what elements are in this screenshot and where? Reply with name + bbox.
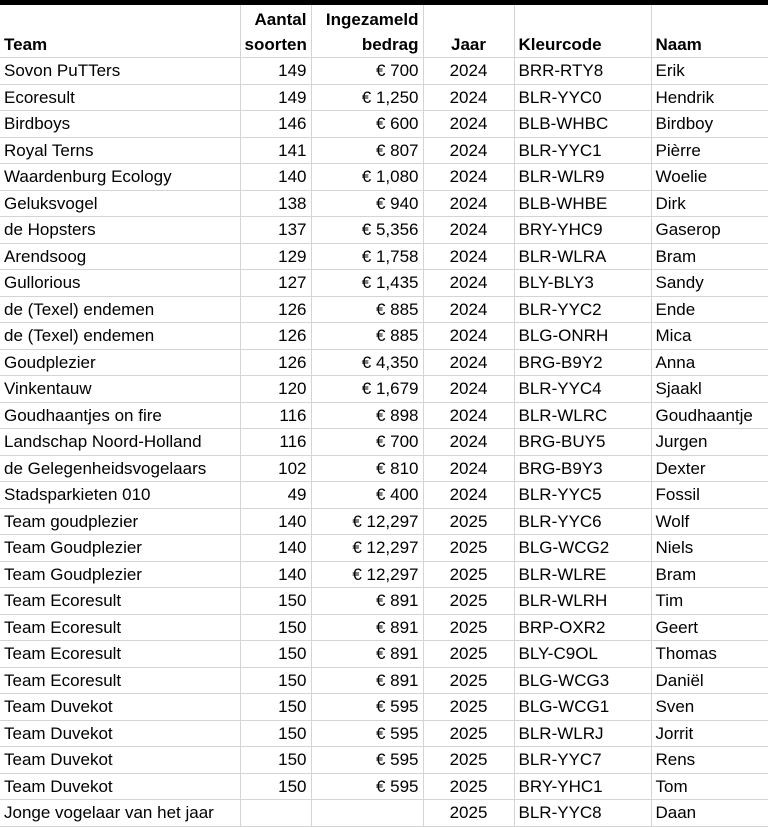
cell-aantal-soorten[interactable]: 126: [240, 323, 311, 350]
cell-jaar[interactable]: 2024: [423, 243, 514, 270]
cell-ingezameld-bedrag[interactable]: € 807: [311, 137, 423, 164]
cell-aantal-soorten[interactable]: 140: [240, 561, 311, 588]
cell-aantal-soorten[interactable]: 150: [240, 720, 311, 747]
cell-jaar[interactable]: 2025: [423, 614, 514, 641]
cell-jaar[interactable]: 2024: [423, 296, 514, 323]
cell-naam[interactable]: Hendrik: [651, 84, 768, 111]
cell-ingezameld-bedrag[interactable]: € 1,080: [311, 164, 423, 191]
cell-jaar[interactable]: 2024: [423, 429, 514, 456]
cell-kleurcode[interactable]: BLG-WCG2: [514, 535, 651, 562]
cell-ingezameld-bedrag[interactable]: € 595: [311, 694, 423, 721]
cell-aantal-soorten[interactable]: 120: [240, 376, 311, 403]
cell-naam[interactable]: Thomas: [651, 641, 768, 668]
cell-naam[interactable]: Birdboy: [651, 111, 768, 138]
cell-aantal-soorten[interactable]: [240, 800, 311, 827]
cell-team[interactable]: Waardenburg Ecology: [0, 164, 240, 191]
cell-jaar[interactable]: 2025: [423, 641, 514, 668]
table-row: [0, 270, 768, 297]
cell-kleurcode[interactable]: BRG-B9Y2: [514, 349, 651, 376]
cell-ingezameld-bedrag[interactable]: € 898: [311, 402, 423, 429]
cell-jaar[interactable]: 2024: [423, 376, 514, 403]
cell-naam[interactable]: Anna: [651, 349, 768, 376]
header-aantal-soorten-line1: Aantal: [254, 10, 307, 29]
cell-team[interactable]: Vinkentauw: [0, 376, 240, 403]
table-row: [0, 482, 768, 509]
cell-aantal-soorten[interactable]: 150: [240, 773, 311, 800]
cell-kleurcode[interactable]: BLR-YYC6: [514, 508, 651, 535]
header-team[interactable]: Team: [0, 5, 240, 58]
cell-kleurcode[interactable]: BRP-OXR2: [514, 614, 651, 641]
cell-aantal-soorten[interactable]: 129: [240, 243, 311, 270]
header-kleurcode[interactable]: Kleurcode: [514, 5, 651, 58]
cell-aantal-soorten[interactable]: 150: [240, 641, 311, 668]
header-jaar[interactable]: Jaar: [423, 5, 514, 58]
cell-jaar[interactable]: 2024: [423, 58, 514, 85]
cell-naam[interactable]: Pièrre: [651, 137, 768, 164]
cell-aantal-soorten[interactable]: 146: [240, 111, 311, 138]
header-ingezameld-bedrag-line2: bedrag: [361, 35, 419, 54]
cell-aantal-soorten[interactable]: 140: [240, 535, 311, 562]
cell-aantal-soorten[interactable]: 126: [240, 296, 311, 323]
cell-kleurcode[interactable]: BRG-B9Y3: [514, 455, 651, 482]
cell-kleurcode[interactable]: BLB-WHBE: [514, 190, 651, 217]
cell-naam[interactable]: Jurgen: [651, 429, 768, 456]
cell-naam[interactable]: Sandy: [651, 270, 768, 297]
table-row: [0, 773, 768, 800]
cell-naam[interactable]: Niels: [651, 535, 768, 562]
cell-team[interactable]: Team Duvekot: [0, 720, 240, 747]
cell-naam[interactable]: Dirk: [651, 190, 768, 217]
cell-naam[interactable]: Geert: [651, 614, 768, 641]
cell-team[interactable]: de (Texel) endemen: [0, 296, 240, 323]
cell-ingezameld-bedrag[interactable]: € 600: [311, 111, 423, 138]
cell-ingezameld-bedrag[interactable]: € 4,350: [311, 349, 423, 376]
cell-kleurcode[interactable]: BLG-WCG3: [514, 667, 651, 694]
header-row: [0, 5, 768, 58]
cell-team[interactable]: Sovon PuTTers: [0, 58, 240, 85]
table-row: [0, 561, 768, 588]
cell-ingezameld-bedrag[interactable]: € 1,758: [311, 243, 423, 270]
cell-jaar[interactable]: 2024: [423, 190, 514, 217]
cell-kleurcode[interactable]: BLG-WCG1: [514, 694, 651, 721]
cell-kleurcode[interactable]: BRY-YHC1: [514, 773, 651, 800]
cell-ingezameld-bedrag[interactable]: € 700: [311, 58, 423, 85]
cell-naam[interactable]: Bram: [651, 561, 768, 588]
cell-team[interactable]: Stadsparkieten 010: [0, 482, 240, 509]
header-naam[interactable]: Naam: [651, 5, 768, 58]
table-row: [0, 190, 768, 217]
cell-ingezameld-bedrag[interactable]: € 1,435: [311, 270, 423, 297]
header-ingezameld-bedrag[interactable]: [311, 5, 423, 58]
cell-naam[interactable]: Daniël: [651, 667, 768, 694]
cell-aantal-soorten[interactable]: 126: [240, 349, 311, 376]
cell-jaar[interactable]: 2024: [423, 455, 514, 482]
cell-jaar[interactable]: 2025: [423, 747, 514, 774]
cell-jaar[interactable]: 2024: [423, 137, 514, 164]
cell-jaar[interactable]: 2024: [423, 164, 514, 191]
cell-ingezameld-bedrag[interactable]: € 885: [311, 323, 423, 350]
cell-team[interactable]: Team Ecoresult: [0, 588, 240, 615]
cell-aantal-soorten[interactable]: 150: [240, 667, 311, 694]
table-row: [0, 455, 768, 482]
table-row: [0, 614, 768, 641]
cell-aantal-soorten[interactable]: 150: [240, 747, 311, 774]
cell-naam[interactable]: Erik: [651, 58, 768, 85]
cell-kleurcode[interactable]: BLR-YYC2: [514, 296, 651, 323]
cell-jaar[interactable]: 2024: [423, 402, 514, 429]
cell-team[interactable]: Landschap Noord-Holland: [0, 429, 240, 456]
cell-ingezameld-bedrag[interactable]: € 12,297: [311, 508, 423, 535]
cell-team[interactable]: Team Goudplezier: [0, 561, 240, 588]
cell-team[interactable]: Royal Terns: [0, 137, 240, 164]
table-row: [0, 84, 768, 111]
cell-team[interactable]: Goudhaantjes on fire: [0, 402, 240, 429]
cell-team[interactable]: de Gelegenheidsvogelaars: [0, 455, 240, 482]
cell-team[interactable]: Team Goudplezier: [0, 535, 240, 562]
cell-ingezameld-bedrag[interactable]: € 1,679: [311, 376, 423, 403]
table-row: [0, 349, 768, 376]
cell-aantal-soorten[interactable]: 102: [240, 455, 311, 482]
header-ingezameld-bedrag-line1: Ingezameld: [325, 10, 419, 29]
cell-aantal-soorten[interactable]: 127: [240, 270, 311, 297]
cell-naam[interactable]: Sven: [651, 694, 768, 721]
cell-ingezameld-bedrag[interactable]: € 595: [311, 720, 423, 747]
table-row: [0, 111, 768, 138]
cell-team[interactable]: Team goudplezier: [0, 508, 240, 535]
cell-team[interactable]: Team Duvekot: [0, 694, 240, 721]
cell-jaar[interactable]: 2024: [423, 482, 514, 509]
cell-team[interactable]: Team Ecoresult: [0, 667, 240, 694]
cell-kleurcode[interactable]: BLR-YYC7: [514, 747, 651, 774]
cell-ingezameld-bedrag[interactable]: € 700: [311, 429, 423, 456]
cell-jaar[interactable]: 2024: [423, 111, 514, 138]
cell-team[interactable]: Birdboys: [0, 111, 240, 138]
cell-kleurcode[interactable]: BLR-WLRE: [514, 561, 651, 588]
cell-aantal-soorten[interactable]: 116: [240, 402, 311, 429]
cell-aantal-soorten[interactable]: 141: [240, 137, 311, 164]
cell-aantal-soorten[interactable]: 137: [240, 217, 311, 244]
cell-jaar[interactable]: 2024: [423, 323, 514, 350]
cell-aantal-soorten[interactable]: 140: [240, 164, 311, 191]
cell-naam[interactable]: Fossil: [651, 482, 768, 509]
table-row: [0, 217, 768, 244]
cell-naam[interactable]: Tom: [651, 773, 768, 800]
cell-aantal-soorten[interactable]: 149: [240, 58, 311, 85]
cell-aantal-soorten[interactable]: 138: [240, 190, 311, 217]
table-row: [0, 164, 768, 191]
cell-team[interactable]: Gullorious: [0, 270, 240, 297]
cell-ingezameld-bedrag[interactable]: [311, 800, 423, 827]
cell-ingezameld-bedrag[interactable]: € 400: [311, 482, 423, 509]
table-row: [0, 323, 768, 350]
cell-ingezameld-bedrag[interactable]: € 12,297: [311, 561, 423, 588]
cell-naam[interactable]: Gaserop: [651, 217, 768, 244]
cell-ingezameld-bedrag[interactable]: € 885: [311, 296, 423, 323]
cell-team[interactable]: Jonge vogelaar van het jaar: [0, 800, 240, 827]
cell-team[interactable]: de (Texel) endemen: [0, 323, 240, 350]
table-row: [0, 720, 768, 747]
cell-aantal-soorten[interactable]: 149: [240, 84, 311, 111]
cell-ingezameld-bedrag[interactable]: € 810: [311, 455, 423, 482]
cell-kleurcode[interactable]: BLY-BLY3: [514, 270, 651, 297]
cell-naam[interactable]: Jorrit: [651, 720, 768, 747]
cell-naam[interactable]: Bram: [651, 243, 768, 270]
cell-aantal-soorten[interactable]: 150: [240, 588, 311, 615]
table-row: [0, 508, 768, 535]
header-aantal-soorten-line2: soorten: [244, 35, 307, 54]
cell-naam[interactable]: Tim: [651, 588, 768, 615]
cell-team[interactable]: Geluksvogel: [0, 190, 240, 217]
cell-jaar[interactable]: 2025: [423, 508, 514, 535]
cell-naam[interactable]: Woelie: [651, 164, 768, 191]
table-row: [0, 402, 768, 429]
table-row: [0, 588, 768, 615]
cell-ingezameld-bedrag[interactable]: € 595: [311, 773, 423, 800]
cell-kleurcode[interactable]: BLR-WLR9: [514, 164, 651, 191]
cell-naam[interactable]: Mica: [651, 323, 768, 350]
cell-kleurcode[interactable]: BLY-C9OL: [514, 641, 651, 668]
cell-kleurcode[interactable]: BLR-YYC0: [514, 84, 651, 111]
cell-aantal-soorten[interactable]: 116: [240, 429, 311, 456]
cell-naam[interactable]: Dexter: [651, 455, 768, 482]
cell-jaar[interactable]: 2024: [423, 84, 514, 111]
cell-jaar[interactable]: 2024: [423, 217, 514, 244]
cell-jaar[interactable]: 2025: [423, 561, 514, 588]
cell-jaar[interactable]: 2024: [423, 349, 514, 376]
cell-ingezameld-bedrag[interactable]: € 595: [311, 747, 423, 774]
cell-kleurcode[interactable]: BRY-YHC9: [514, 217, 651, 244]
cell-ingezameld-bedrag[interactable]: € 891: [311, 614, 423, 641]
cell-team[interactable]: Team Duvekot: [0, 747, 240, 774]
cell-naam[interactable]: Wolf: [651, 508, 768, 535]
cell-aantal-soorten[interactable]: 150: [240, 694, 311, 721]
table-row: [0, 243, 768, 270]
cell-ingezameld-bedrag[interactable]: € 5,356: [311, 217, 423, 244]
cell-team[interactable]: Team Duvekot: [0, 773, 240, 800]
cell-naam[interactable]: Sjaakl: [651, 376, 768, 403]
table-row: [0, 694, 768, 721]
cell-ingezameld-bedrag[interactable]: € 891: [311, 641, 423, 668]
cell-kleurcode[interactable]: BLR-WLRA: [514, 243, 651, 270]
table-row: [0, 429, 768, 456]
cell-naam[interactable]: Daan: [651, 800, 768, 827]
cell-team[interactable]: Team Ecoresult: [0, 614, 240, 641]
table-row: [0, 800, 768, 827]
cell-naam[interactable]: Goudhaantje: [651, 402, 768, 429]
table-row: [0, 137, 768, 164]
cell-kleurcode[interactable]: BLR-YYC4: [514, 376, 651, 403]
cell-team[interactable]: Team Ecoresult: [0, 641, 240, 668]
cell-ingezameld-bedrag[interactable]: € 1,250: [311, 84, 423, 111]
cell-ingezameld-bedrag[interactable]: € 891: [311, 588, 423, 615]
cell-kleurcode[interactable]: BLR-WLRH: [514, 588, 651, 615]
cell-ingezameld-bedrag[interactable]: € 940: [311, 190, 423, 217]
header-aantal-soorten[interactable]: [240, 5, 311, 58]
cell-aantal-soorten[interactable]: 140: [240, 508, 311, 535]
cell-jaar[interactable]: 2025: [423, 773, 514, 800]
cell-naam[interactable]: Rens: [651, 747, 768, 774]
table-row: [0, 641, 768, 668]
cell-kleurcode[interactable]: BLR-YYC1: [514, 137, 651, 164]
spreadsheet-table: [0, 5, 768, 827]
cell-jaar[interactable]: 2025: [423, 588, 514, 615]
table-row: [0, 376, 768, 403]
cell-team[interactable]: Ecoresult: [0, 84, 240, 111]
cell-aantal-soorten[interactable]: 150: [240, 614, 311, 641]
cell-kleurcode[interactable]: BLR-YYC5: [514, 482, 651, 509]
cell-ingezameld-bedrag[interactable]: € 891: [311, 667, 423, 694]
table-row: [0, 58, 768, 85]
cell-team[interactable]: de Hopsters: [0, 217, 240, 244]
table-row: [0, 667, 768, 694]
cell-jaar[interactable]: 2025: [423, 535, 514, 562]
cell-kleurcode[interactable]: BLR-WLRJ: [514, 720, 651, 747]
cell-jaar[interactable]: 2025: [423, 800, 514, 827]
cell-kleurcode[interactable]: BLG-ONRH: [514, 323, 651, 350]
cell-ingezameld-bedrag[interactable]: € 12,297: [311, 535, 423, 562]
cell-jaar[interactable]: 2025: [423, 667, 514, 694]
cell-jaar[interactable]: 2024: [423, 270, 514, 297]
cell-kleurcode[interactable]: BLR-YYC8: [514, 800, 651, 827]
table-row: [0, 296, 768, 323]
cell-kleurcode[interactable]: BLR-WLRC: [514, 402, 651, 429]
cell-kleurcode[interactable]: BLB-WHBC: [514, 111, 651, 138]
cell-naam[interactable]: Ende: [651, 296, 768, 323]
cell-jaar[interactable]: 2025: [423, 694, 514, 721]
cell-jaar[interactable]: 2025: [423, 720, 514, 747]
table-row: [0, 535, 768, 562]
cell-team[interactable]: Goudplezier: [0, 349, 240, 376]
table-row: [0, 747, 768, 774]
cell-kleurcode[interactable]: BRG-BUY5: [514, 429, 651, 456]
cell-team[interactable]: Arendsoog: [0, 243, 240, 270]
cell-kleurcode[interactable]: BRR-RTY8: [514, 58, 651, 85]
cell-aantal-soorten[interactable]: 49: [240, 482, 311, 509]
